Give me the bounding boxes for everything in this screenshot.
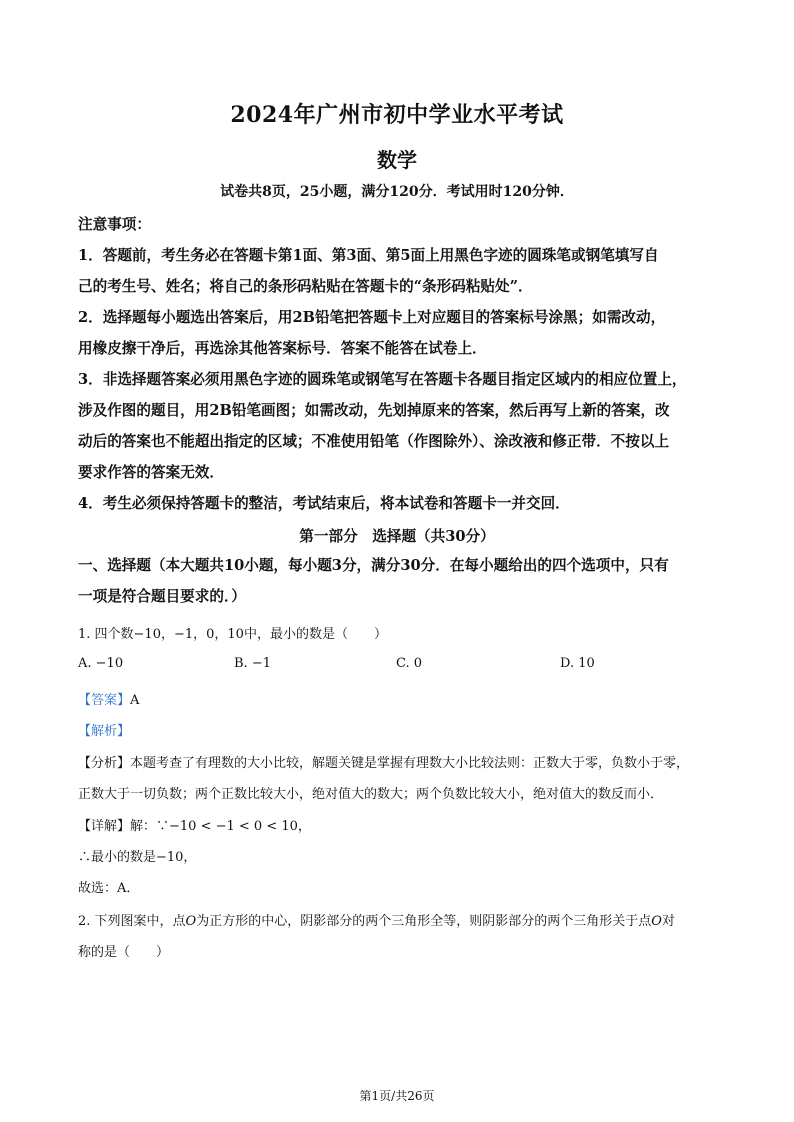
notice-block (78, 209, 724, 519)
conclusion-line: ∴最小的数是−10， (78, 850, 197, 865)
question-2-line-1 (78, 907, 728, 937)
answer-value: A (130, 693, 140, 708)
analysis-line (78, 717, 728, 747)
option-d: D. 10 (560, 656, 595, 671)
subject-title: 数学 (377, 148, 417, 172)
notice-heading: 注意事项： (78, 216, 151, 233)
section-one-line-2: 一项是符合题目要求的．） (78, 588, 246, 605)
q2-text-b: 为正方形的中心，阴影部分的两个三角形全等，则阴影部分的两个三角形关于点 (196, 914, 652, 929)
analysis-tag: 【解析】 (78, 724, 131, 739)
xiangjie-text: 解：∵−10 < −1 < 0 < 10， (130, 819, 311, 834)
notice-item-2-line-2: 用橡皮擦干净后，再选涂其他答案标号．答案不能答在试卷上． (78, 340, 487, 357)
notice-item-3-line-2: 涉及作图的题目，用2B铅笔画图；如需改动，先划掉原来的答案，然后再写上新的答案，改 (78, 402, 670, 419)
fenxi-line-1 (78, 749, 728, 779)
choice-line: 故选：A． (78, 881, 140, 896)
xiangjie-tag: 【详解】 (78, 819, 131, 834)
fenxi-line-2: 正数大于一切负数；两个正数比较大小，绝对值大的数大；两个负数比较大小，绝对值大的数反而小． (78, 787, 664, 802)
part-one-heading: 第一部分 选择题（共30分） (299, 528, 495, 545)
page-footer: 第1页/共26页 (359, 1089, 435, 1103)
option-b: B. −1 (234, 656, 271, 671)
fenxi-text-1: 本题考查了有理数的大小比较，解题关键是掌握有理数大小比较法则：正数大于零，负数小于零， (130, 756, 690, 771)
exam-info: 试卷共8页，25小题，满分120分．考试用时120分钟． (220, 184, 574, 200)
notice-item-1-line-2: 己的考生号、姓名；将自己的条形码粘贴在答题卡的“条形码粘贴处”． (78, 278, 533, 295)
option-c: C. 0 (396, 656, 423, 671)
section-one-line-1: 一、选择题（本大题共10小题，每小题3分，满分30分．在每小题给出的四个选项中，只有 (78, 557, 669, 574)
exam-title: 2024年广州市初中学业水平考试 (230, 102, 564, 128)
notice-item-3-line-3: 动后的答案也不能超出指定的区域；不准使用铅笔（作图除外）、涂改液和修正带．不按以上 (78, 433, 670, 450)
notice-item-4-line-1: 4．考生必须保持答题卡的整洁，考试结束后，将本试卷和答题卡一并交回． (78, 495, 570, 512)
q2-text-a: 2. 下列图案中，点 (78, 914, 186, 929)
fenxi-tag: 【分析】 (78, 756, 131, 771)
point-o: O (185, 914, 197, 929)
section-one-instructions (78, 550, 724, 612)
point-o: O (651, 914, 662, 929)
q2-text-c: 对 (661, 914, 675, 929)
question-1-options (78, 656, 728, 682)
notice-item-2-line-1: 2．选择题每小题选出答案后，用2B铅笔把答题卡上对应题目的答案标号涂黑；如需改动， (78, 309, 666, 326)
question-1-stem: 1. 四个数−10，−1，0，10中，最小的数是（ ） (78, 627, 387, 642)
notice-item-3-line-1: 3．非选择题答案必须用黑色字迹的圆珠笔或钢笔写在答题卡各题目指定区域内的相应位置上， (78, 371, 687, 388)
answer-line (78, 686, 728, 716)
option-a: A. −10 (78, 656, 124, 671)
xiangjie-line (78, 812, 728, 842)
question-2-line-2: 称的是（ ） (78, 945, 170, 960)
answer-tag: 【答案】 (78, 693, 131, 708)
notice-item-3-line-4: 要求作答的答案无效． (78, 464, 224, 481)
notice-item-1-line-1: 1．答题前，考生务必在答题卡第1面、第3面、第5面上用黑色字迹的圆珠笔或钢笔填写自 (78, 247, 659, 264)
